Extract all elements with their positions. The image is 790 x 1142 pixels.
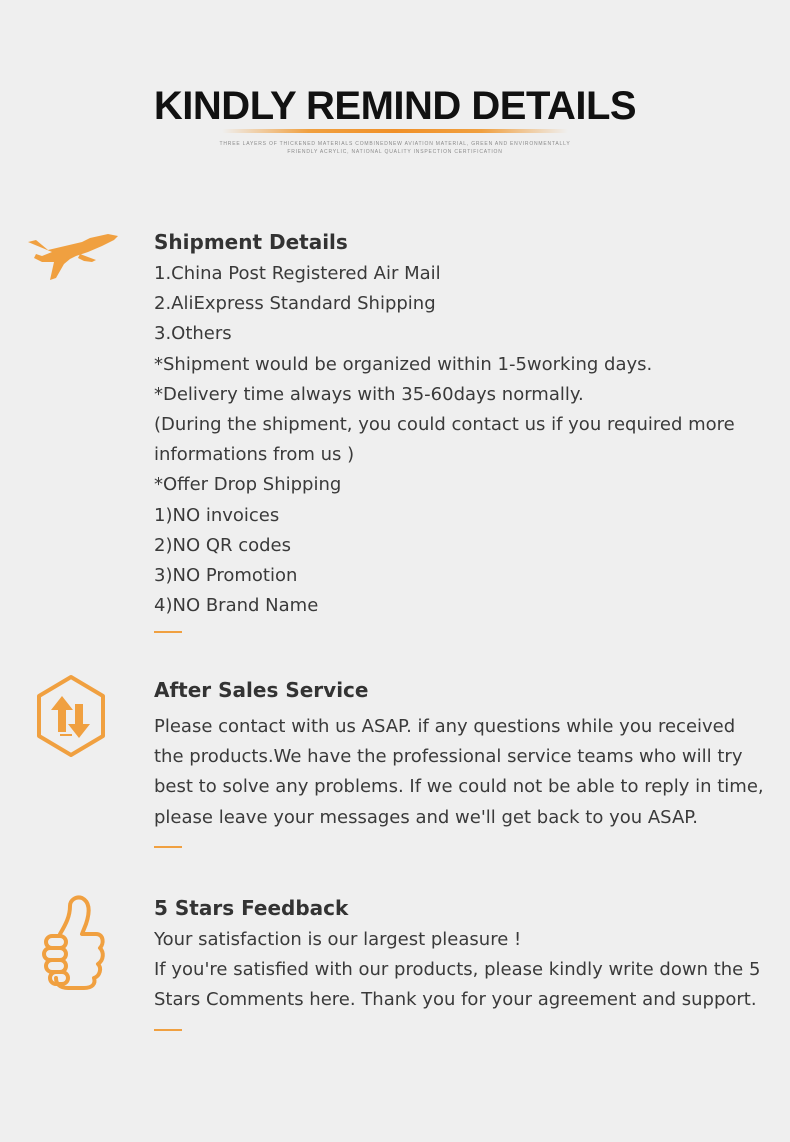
shipment-line: 3.Others xyxy=(154,323,232,345)
subtitle xyxy=(215,140,575,156)
shipment-line: 2.AliExpress Standard Shipping xyxy=(154,293,436,315)
shipment-line: 3)NO Promotion xyxy=(154,565,298,587)
shipment-line: 4)NO Brand Name xyxy=(154,595,319,617)
shipment-details-list xyxy=(154,259,764,621)
thumbs-up-icon xyxy=(40,894,106,990)
feedback-paragraph: If you're satisfied with our products, please kindly write down the 5 Stars Comments here. Thank you for your agreement and support. xyxy=(154,959,761,1011)
feedback-accent-bar xyxy=(154,1029,182,1031)
shipment-line: *Offer Drop Shipping xyxy=(154,474,342,496)
after-sales-accent-bar xyxy=(154,846,182,848)
shipment-line: informations from us ) xyxy=(154,444,355,466)
shipment-line: 1.China Post Registered Air Mail xyxy=(154,263,441,284)
after-sales-text xyxy=(154,712,764,833)
title-underline xyxy=(222,129,568,133)
page-title: KINDLY REMIND DETAILS xyxy=(153,84,637,128)
feedback-line: Your satisfaction is our largest pleasure ! xyxy=(154,929,522,950)
after-sales-paragraph: Please contact with us ASAP. if any questions while you received the products.We have the professional service teams who will try best to solve any problems. If we could not be able to reply in time, please leave your messages and we'll get back to you ASAP. xyxy=(154,716,764,828)
after-sales-heading: After Sales Service xyxy=(154,678,369,702)
shipment-line: *Shipment would be organized within 1-5working days. xyxy=(154,353,653,375)
shipment-line: (During the shipment, you could contact us if you required more xyxy=(154,414,735,436)
feedback-heading: 5 Stars Feedback xyxy=(154,896,349,920)
subtitle-line-1: THREE LAYERS OF THICKENED MATERIALS COMBINEDNEW AVIATION MATERIAL, GREEN AND ENVIRONMENTALLY xyxy=(219,141,571,147)
feedback-text xyxy=(154,925,764,1016)
shipment-line: 1)NO invoices xyxy=(154,504,280,526)
exchange-arrows-icon xyxy=(36,674,106,758)
shipment-line: 2)NO QR codes xyxy=(154,534,292,556)
subtitle-line-2: FRIENDLY ACRYLIC, NATIONAL QUALITY INSPECTION CERTIFICATION xyxy=(287,149,503,155)
shipment-heading: Shipment Details xyxy=(154,230,348,254)
shipment-accent-bar xyxy=(154,631,182,633)
airplane-icon xyxy=(26,232,120,282)
shipment-line: *Delivery time always with 35-60days normally. xyxy=(154,383,584,405)
